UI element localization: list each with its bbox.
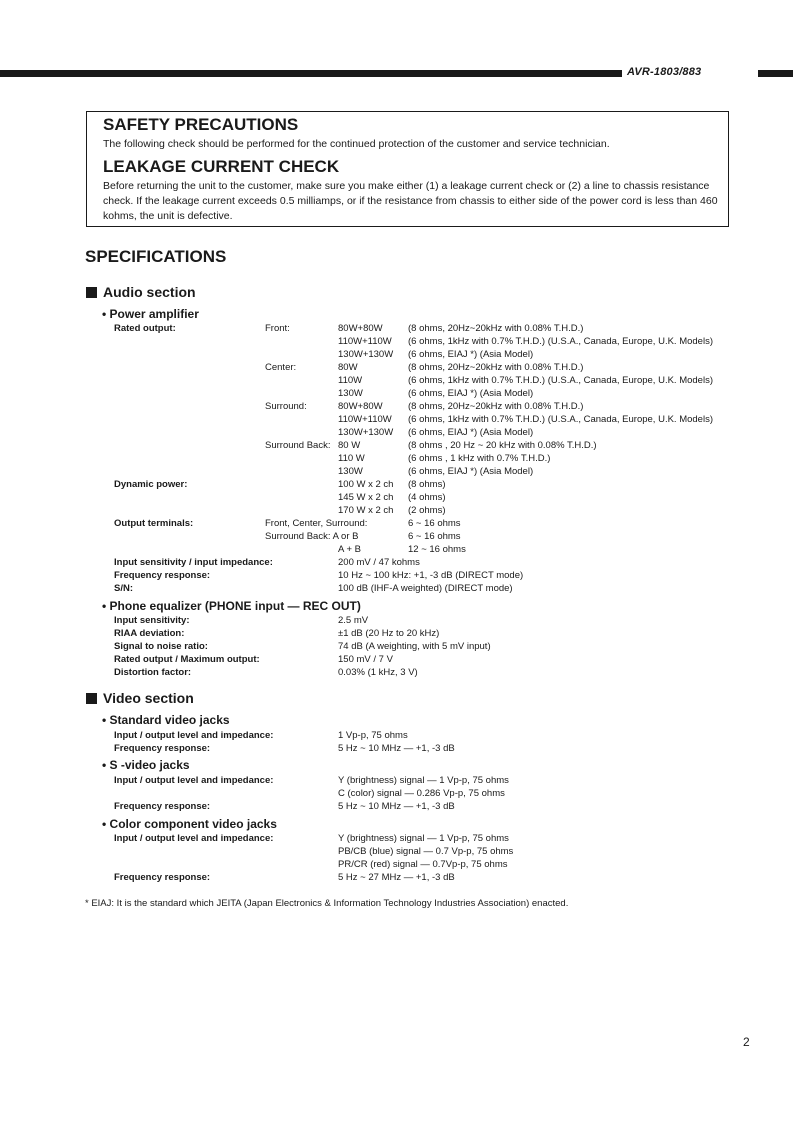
- spec-value: 110W+110W: [338, 336, 392, 347]
- spec-detail: (8 ohms, 20Hz~20kHz with 0.08% T.H.D.): [408, 323, 584, 334]
- spec-label: Signal to noise ratio:: [114, 641, 208, 652]
- spec-value: Y (brightness) signal — 1 Vp-p, 75 ohms: [338, 775, 509, 786]
- spec-label: Input / output level and impedance:: [114, 833, 274, 844]
- spec-detail: (8 ohms , 20 Hz ~ 20 kHz with 0.08% T.H.D.): [408, 440, 597, 451]
- spec-value: 2.5 mV: [338, 615, 369, 626]
- center-label: Center:: [265, 362, 297, 373]
- audio-section-title: Audio section: [103, 284, 196, 300]
- spec-value: 150 mV / 7 V: [338, 654, 393, 665]
- spec-value: 0.03% (1 kHz, 3 V): [338, 667, 418, 678]
- rated-output-label: Rated output:: [114, 323, 176, 334]
- spec-value: 80W+80W: [338, 323, 383, 334]
- spec-value: 80W: [338, 362, 358, 373]
- phono-equalizer-title: • Phone equalizer (PHONE input — REC OUT): [102, 599, 361, 613]
- spec-value: 145 W x 2 ch: [338, 492, 394, 503]
- spec-detail: (8 ohms): [408, 479, 446, 490]
- leakage-title: LEAKAGE CURRENT CHECK: [103, 157, 340, 176]
- spec-detail: (6 ohms, EIAJ *) (Asia Model): [408, 427, 534, 438]
- spec-value: 10 Hz ~ 100 kHz: +1, -3 dB (DIRECT mode): [338, 570, 524, 581]
- spec-label: Frequency response:: [114, 872, 211, 883]
- spec-detail: (6 ohms, 1kHz with 0.7% T.H.D.) (U.S.A., Canada, Europe, U.K. Models): [408, 375, 713, 386]
- surround-back-label: Surround Back:: [265, 440, 331, 451]
- spec-detail: (6 ohms , 1 kHz with 0.7% T.H.D.): [408, 453, 551, 464]
- spec-value: C (color) signal — 0.286 Vp-p, 75 ohms: [338, 788, 505, 799]
- spec-value: 130W+130W: [338, 349, 394, 360]
- footnote: * EIAJ: It is the standard which JEITA (Japan Electronics & Information Technology Industries Association) enacted.: [85, 898, 569, 909]
- component-video-title: • Color component video jacks: [102, 817, 277, 831]
- spec-detail: (6 ohms, 1kHz with 0.7% T.H.D.) (U.S.A., Canada, Europe, U.K. Models): [408, 414, 713, 425]
- spec-value: 80W+80W: [338, 401, 383, 412]
- spec-value: 5 Hz ~ 10 MHz — +1, -3 dB: [338, 801, 455, 812]
- spec-detail: (6 ohms, EIAJ *) (Asia Model): [408, 349, 534, 360]
- spec-value: 110W: [338, 375, 363, 386]
- spec-value: 5 Hz ~ 10 MHz — +1, -3 dB: [338, 743, 455, 754]
- spec-value: 80 W: [338, 440, 361, 451]
- power-amplifier-title: • Power amplifier: [102, 307, 199, 321]
- spec-label: Input / output level and impedance:: [114, 775, 274, 786]
- spec-label: Frequency response:: [114, 743, 211, 754]
- video-section-heading: [86, 690, 194, 706]
- spec-detail: 6 ~ 16 ohms: [408, 518, 461, 529]
- spec-value: 170 W x 2 ch: [338, 505, 394, 516]
- safety-text: The following check should be performed for the continued protection of the customer and service technician.: [103, 138, 610, 150]
- spec-value: 1 Vp-p, 75 ohms: [338, 730, 408, 741]
- spec-value: 200 mV / 47 kohms: [338, 557, 420, 568]
- sn-label: S/N:: [114, 583, 133, 594]
- spec-label: Frequency response:: [114, 801, 211, 812]
- input-sensitivity-label: Input sensitivity / input impedance:: [114, 557, 273, 568]
- audio-section-heading: [86, 284, 196, 300]
- spec-detail: (4 ohms): [408, 492, 446, 503]
- spec-label: Rated output / Maximum output:: [114, 654, 260, 665]
- spec-value: 130W: [338, 388, 363, 399]
- surround-label: Surround:: [265, 401, 307, 412]
- spec-value: 130W: [338, 466, 363, 477]
- front-label: Front:: [265, 323, 290, 334]
- output-terminals-label: Output terminals:: [114, 518, 194, 529]
- header-bar-end: [758, 70, 793, 77]
- frequency-response-label: Frequency response:: [114, 570, 211, 581]
- safety-box: [86, 111, 729, 227]
- spec-value: 74 dB (A weighting, with 5 mV input): [338, 641, 491, 652]
- spec-value: 110 W: [338, 453, 365, 464]
- spec-value: Y (brightness) signal — 1 Vp-p, 75 ohms: [338, 833, 509, 844]
- spec-value: 110W+110W: [338, 414, 392, 425]
- output-terminals-sub-label: Front, Center, Surround:: [265, 518, 368, 529]
- spec-detail: (6 ohms, EIAJ *) (Asia Model): [408, 388, 534, 399]
- spec-value: 100 dB (IHF-A weighted) (DIRECT mode): [338, 583, 513, 594]
- s-video-title: • S -video jacks: [102, 758, 190, 772]
- spec-detail: (6 ohms, 1kHz with 0.7% T.H.D.) (U.S.A., Canada, Europe, U.K. Models): [408, 336, 713, 347]
- page-number: 2: [743, 1035, 750, 1049]
- spec-detail: (8 ohms, 20Hz~20kHz with 0.08% T.H.D.): [408, 401, 584, 412]
- video-section-title: Video section: [103, 690, 194, 706]
- standard-video-title: • Standard video jacks: [102, 713, 230, 727]
- spec-label: Distortion factor:: [114, 667, 192, 678]
- spec-value: ±1 dB (20 Hz to 20 kHz): [338, 628, 440, 639]
- spec-detail: (8 ohms, 20Hz~20kHz with 0.08% T.H.D.): [408, 362, 584, 373]
- spec-label: Input / output level and impedance:: [114, 730, 274, 741]
- safety-title: SAFETY PRECAUTIONS: [103, 115, 299, 134]
- leakage-text: Before returning the unit to the customer, make sure you make either (1) a leakage current check or (2) a line to chassis resistance check. If the leakage current exceeds 0.5 milliamps, or if the resistance from chassis to either side of the power cord is less than 460 kohms, the unit is defective.: [103, 180, 718, 222]
- spec-value: PB/CB (blue) signal — 0.7 Vp-p, 75 ohms: [338, 846, 514, 857]
- header-bar: [0, 70, 622, 77]
- spec-value: 130W+130W: [338, 427, 394, 438]
- output-terminals-sub-label: Surround Back: A or B: [265, 531, 359, 542]
- spec-value: PR/CR (red) signal — 0.7Vp-p, 75 ohms: [338, 859, 508, 870]
- square-bullet-icon: [86, 693, 97, 704]
- output-terminals-sub-label: A + B: [338, 544, 361, 555]
- spec-detail: (2 ohms): [408, 505, 446, 516]
- model-title: AVR-1803/883: [627, 66, 702, 78]
- spec-detail: (6 ohms, EIAJ *) (Asia Model): [408, 466, 534, 477]
- spec-label: Input sensitivity:: [114, 615, 190, 626]
- spec-detail: 6 ~ 16 ohms: [408, 531, 461, 542]
- spec-detail: 12 ~ 16 ohms: [408, 544, 466, 555]
- spec-value: 5 Hz ~ 27 MHz — +1, -3 dB: [338, 872, 455, 883]
- square-bullet-icon: [86, 287, 97, 298]
- dynamic-power-label: Dynamic power:: [114, 479, 188, 490]
- spec-label: RIAA deviation:: [114, 628, 185, 639]
- spec-value: 100 W x 2 ch: [338, 479, 394, 490]
- specifications-title: SPECIFICATIONS: [85, 247, 227, 266]
